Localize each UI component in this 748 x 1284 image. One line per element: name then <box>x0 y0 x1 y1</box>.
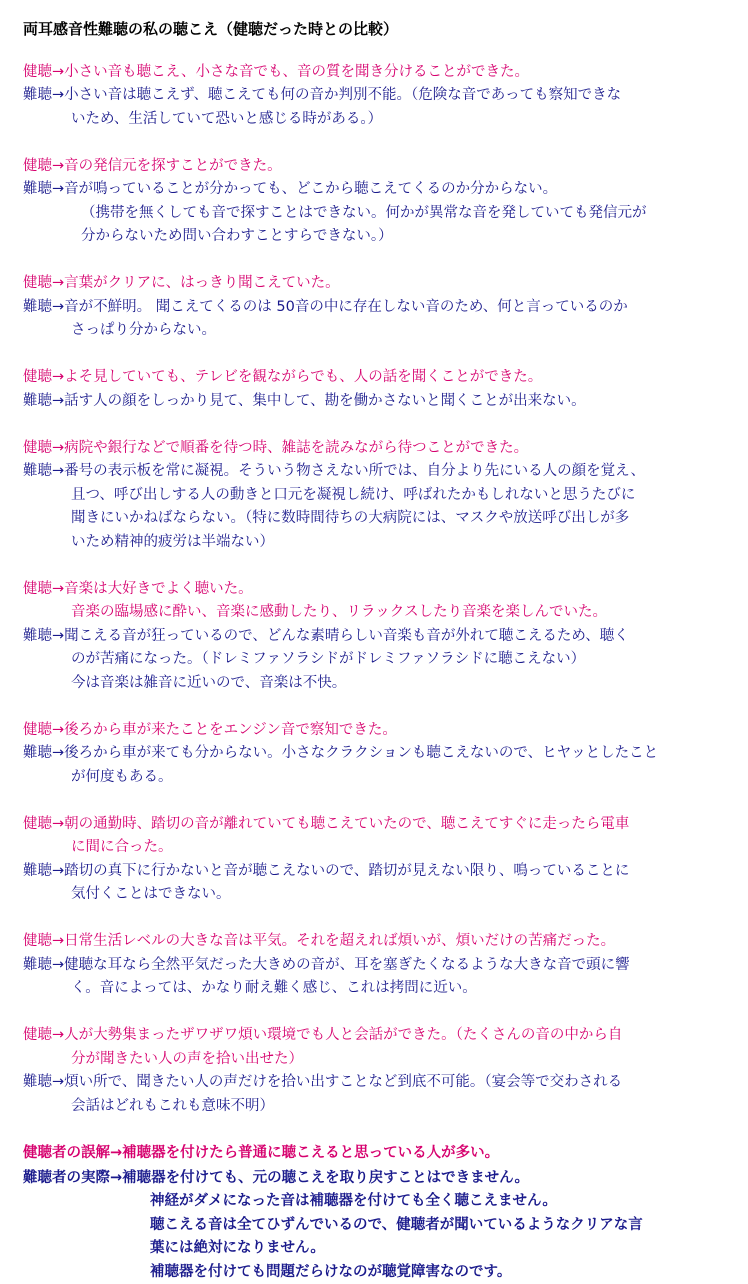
comparison-block <box>23 813 738 907</box>
comparison-block <box>23 366 738 413</box>
document <box>23 18 738 1284</box>
healthy-line: 健聴→音楽は大好きでよく聴いた。 <box>23 578 738 602</box>
hard-of-hearing-continuation: 会話はどれもこれも意味不明） <box>23 1095 738 1119</box>
hard-of-hearing-continuation: く。音によっては、かなり耐え難く感じ、これは拷問に近い。 <box>23 977 738 1001</box>
misconception-section <box>23 1142 738 1166</box>
healthy-line: 健聴→小さい音も聴こえ、小さな音でも、音の質を聞き分けることができた。 <box>23 61 738 85</box>
reality-line: 葉には絶対になりません。 <box>23 1237 738 1261</box>
hard-of-hearing-continuation: 気付くことはできない。 <box>23 883 738 907</box>
healthy-line: 健聴→病院や銀行などで順番を待つ時、雑誌を読みながら待つことができた。 <box>23 437 738 461</box>
hard-of-hearing-continuation: 聞きにいかねばならない。（特に数時間待ちの大病院には、マスクや放送呼び出しが多 <box>23 507 738 531</box>
comparison-block <box>23 437 738 555</box>
comparison-block <box>23 1024 738 1118</box>
hard-of-hearing-continuation: 且つ、呼び出しする人の動きと口元を凝視し続け、呼ばれたかもしれないと思うたびに <box>23 484 738 508</box>
healthy-line: 健聴→よそ見していても、テレビを観ながらでも、人の話を聞くことができた。 <box>23 366 738 390</box>
comparison-block <box>23 578 738 696</box>
healthy-continuation: に間に合った。 <box>23 836 738 860</box>
reality-line: 難聴者の実際→補聴器を付けても、元の聴こえを取り戻すことはできません。 <box>23 1167 738 1191</box>
healthy-line: 健聴→音の発信元を探すことができた。 <box>23 155 738 179</box>
hard-of-hearing-continuation: （携帯を無くしても音で探すことはできない。何かが異常な音を発していても発信元が <box>23 202 738 226</box>
hard-of-hearing-continuation: いため、生活していて恐いと感じる時がある。） <box>23 108 738 132</box>
comparison-block <box>23 930 738 1001</box>
comparison-block <box>23 719 738 790</box>
hard-of-hearing-line: 難聴→番号の表示板を常に凝視。そういう物さえない所では、自分より先にいる人の顔を覚え、 <box>23 460 738 484</box>
comparison-block <box>23 272 738 343</box>
page-title: 両耳感音性難聴の私の聴こえ（健聴だった時との比較） <box>23 18 738 42</box>
hard-of-hearing-continuation: いため精神的疲労は半端ない） <box>23 531 738 555</box>
healthy-line: 健聴→日常生活レベルの大きな音は平気。それを超えれば煩いが、煩いだけの苦痛だった。 <box>23 930 738 954</box>
hard-of-hearing-line: 難聴→健聴な耳なら全然平気だった大きめの音が、耳を塞ぎたくなるような大きな音で頭に響 <box>23 954 738 978</box>
hard-of-hearing-line: 難聴→音が不鮮明。 聞こえてくるのは 50音の中に存在しない音のため、何と言っているのか <box>23 296 738 320</box>
healthy-continuation: 音楽の臨場感に酔い、音楽に感動したり、リラックスしたり音楽を楽しんでいた。 <box>23 601 738 625</box>
comparison-block <box>23 155 738 249</box>
misconception-line: 健聴者の誤解→補聴器を付けたら普通に聴こえると思っている人が多い。 <box>23 1142 738 1166</box>
hard-of-hearing-line: 難聴→音が鳴っていることが分かっても、どこから聴こえてくるのか分からない。 <box>23 178 738 202</box>
healthy-line: 健聴→朝の通勤時、踏切の音が離れていても聴こえていたので、聴こえてすぐに走ったら電車 <box>23 813 738 837</box>
reality-line: 補聴器を付けても問題だらけなのが聴覚障害なのです。 <box>23 1261 738 1284</box>
healthy-line: 健聴→後ろから車が来たことをエンジン音で察知できた。 <box>23 719 738 743</box>
healthy-continuation: 分が聞きたい人の声を拾い出せた） <box>23 1048 738 1072</box>
healthy-line: 健聴→人が大勢集まったザワザワ煩い環境でも人と会話ができた。（たくさんの音の中から自 <box>23 1024 738 1048</box>
hard-of-hearing-line: 難聴→話す人の顔をしっかり見て、集中して、勘を働かさないと聞くことが出来ない。 <box>23 390 738 414</box>
hard-of-hearing-continuation: 分からないため問い合わすことすらできない。） <box>23 225 738 249</box>
reality-line: 神経がダメになった音は補聴器を付けても全く聴こえません。 <box>23 1190 738 1214</box>
healthy-line: 健聴→言葉がクリアに、はっきり聞こえていた。 <box>23 272 738 296</box>
comparison-block <box>23 61 738 132</box>
hard-of-hearing-line: 難聴→煩い所で、聞きたい人の声だけを拾い出すことなど到底不可能。（宴会等で交わされる <box>23 1071 738 1095</box>
hard-of-hearing-continuation: のが苦痛になった。（ドレミファソラシドがドレミファソラシドに聴こえない） <box>23 648 738 672</box>
hard-of-hearing-line: 難聴→聞こえる音が狂っているので、どんな素晴らしい音楽も音が外れて聴こえるため、聴く <box>23 625 738 649</box>
reality-line: 聴こえる音は全てひずんでいるので、健聴者が聞いているようなクリアな言 <box>23 1214 738 1238</box>
hard-of-hearing-continuation: 今は音楽は雑音に近いので、音楽は不快。 <box>23 672 738 696</box>
reality-section <box>23 1167 738 1284</box>
comparison-list <box>23 61 738 1119</box>
hard-of-hearing-continuation: さっぱり分からない。 <box>23 319 738 343</box>
hard-of-hearing-line: 難聴→後ろから車が来ても分からない。小さなクラクションも聴こえないので、ヒヤッとしたこと <box>23 742 738 766</box>
hard-of-hearing-line: 難聴→踏切の真下に行かないと音が聴こえないので、踏切が見えない限り、鳴っていることに <box>23 860 738 884</box>
hard-of-hearing-line: 難聴→小さい音は聴こえず、聴こえても何の音か判別不能。（危険な音であっても察知できな <box>23 84 738 108</box>
hard-of-hearing-continuation: が何度もある。 <box>23 766 738 790</box>
